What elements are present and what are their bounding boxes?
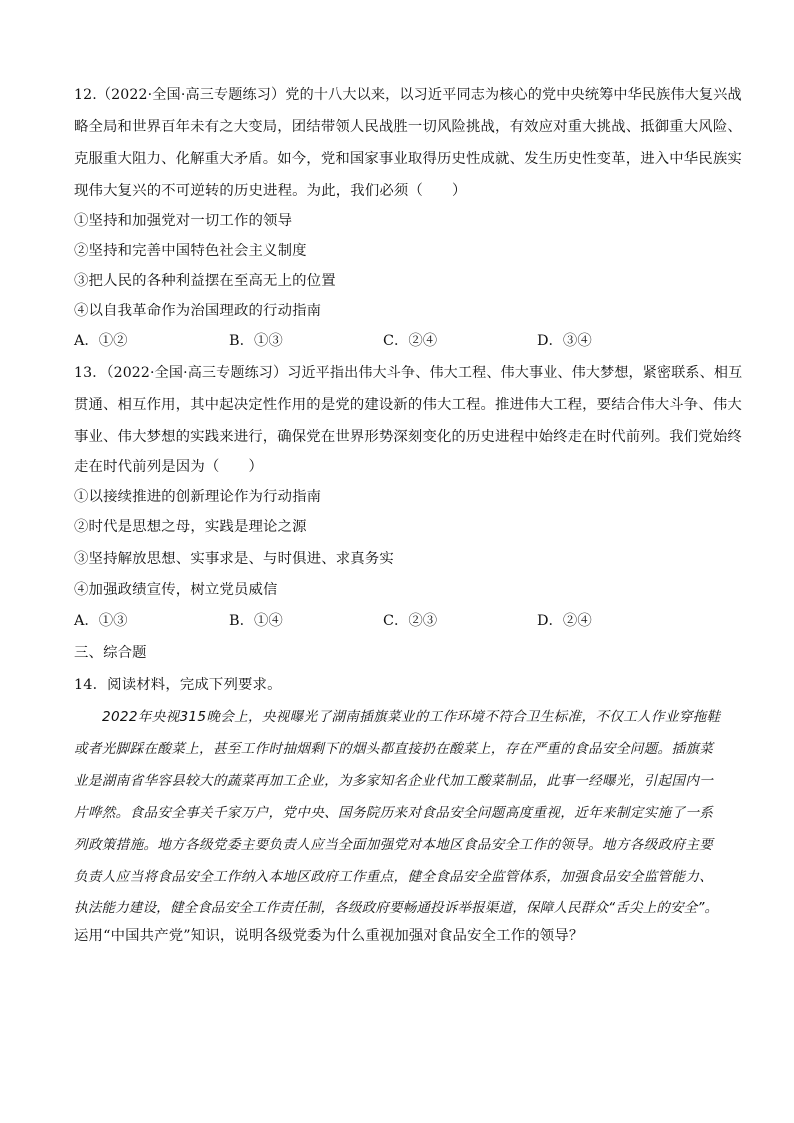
- q14-material-line-5: 列政策措施。地方各级党委主要负责人应当全面加强党对本地区食品安全工作的领导。地方各级政府主要: [74, 837, 714, 853]
- q13-option-a[interactable]: A．①③: [74, 613, 128, 629]
- q14-material-line-3: 业是湖南省华容县较大的蔬菜再加工企业，为多家知名企业代加工酸菜制品，此事一经曝光，引起国内一: [74, 773, 714, 789]
- q13-line-1: 13．（2022·全国·高三专题练习）习近平指出伟大斗争、伟大工程、伟大事业、伟大梦想，紧密联系、相互: [74, 365, 743, 381]
- q12-line-1: 12.（2022·全国·高三专题练习）党的十八大以来，以习近平同志为核心的党中央统筹中华民族伟大复兴战: [74, 87, 742, 103]
- q12-option-c[interactable]: C．②④: [383, 333, 438, 349]
- q14-material-line-4: 片哗然。食品安全事关千家万户，党中央、国务院历来对食品安全问题高度重视，近年来制定实施了一系: [74, 805, 714, 821]
- q14-material-line-2: 或者光脚踩在酸菜上，甚至工作时抽烟剩下的烟头都直接扔在酸菜上，存在严重的食品安全问题。插旗菜: [74, 741, 714, 757]
- q12-option-b[interactable]: B．①③: [229, 333, 283, 349]
- q14-question: 运用“中国共产党”知识，说明各级党委为什么重视加强对食品安全工作的领导？: [74, 928, 584, 944]
- q12-line-2: 略全局和世界百年未有之大变局，团结带领人民战胜一切风险挑战，有效应对重大挑战、抵御重大风险、: [74, 119, 742, 135]
- q13-option-b[interactable]: B．①④: [229, 613, 283, 629]
- q12-statement-2: ②坚持和完善中国特色社会主义制度: [74, 243, 307, 259]
- q13-statement-3: ③坚持解放思想、实事求是、与时俱进、求真务实: [74, 551, 394, 567]
- q13-line-4: 走在时代前列是因为（ ）: [74, 459, 264, 475]
- q13-option-c[interactable]: C．②③: [383, 613, 438, 629]
- q13-option-d[interactable]: D．②④: [537, 613, 592, 629]
- q14-stem: 14．阅读材料，完成下列要求。: [74, 677, 282, 693]
- q12-option-d[interactable]: D．③④: [537, 333, 592, 349]
- q12-statement-1: ①坚持和加强党对一切工作的领导: [74, 213, 293, 229]
- q14-material-line-1: 2022年央视315晚会上，央视曝光了湖南插旗菜业的工作环境不符合卫生标准，不仅工人作业穿拖鞋: [102, 709, 721, 725]
- q12-statement-3: ③把人民的各种利益摆在至高无上的位置: [74, 273, 336, 289]
- section-3-title: 三、综合题: [74, 645, 147, 661]
- q13-line-3: 事业、伟大梦想的实践来进行，确保党在世界形势深刻变化的历史进程中始终走在时代前列。我们党始终: [74, 429, 742, 445]
- q12-statement-4: ④以自我革命作为治国理政的行动指南: [74, 303, 322, 319]
- q13-statement-4: ④加强政绩宣传，树立党员威信: [74, 582, 278, 598]
- q13-line-2: 贯通、相互作用，其中起决定性作用的是党的建设新的伟大工程。推进伟大工程，要结合伟大斗争、伟大: [74, 397, 742, 413]
- q12-option-a[interactable]: A．①②: [74, 333, 128, 349]
- q14-material-line-7: 执法能力建设，健全食品安全工作责任制，各级政府要畅通投诉举报渠道，保障人民群众“舌尖上的安全”。: [74, 900, 719, 916]
- q12-line-3: 克服重大阻力、化解重大矛盾。如今，党和国家事业取得历史性成就、发生历史性变革，进入中华民族实: [74, 151, 742, 167]
- q13-statement-1: ①以接续推进的创新理论作为行动指南: [74, 489, 322, 505]
- q14-material-line-6: 负责人应当将食品安全工作纳入本地区政府工作重点，健全食品安全监管体系，加强食品安全监管能力、: [74, 869, 714, 885]
- q12-line-4: 现伟大复兴的不可逆转的历史进程。为此，我们必须（ ）: [74, 183, 467, 199]
- q13-statement-2: ②时代是思想之母，实践是理论之源: [74, 519, 307, 535]
